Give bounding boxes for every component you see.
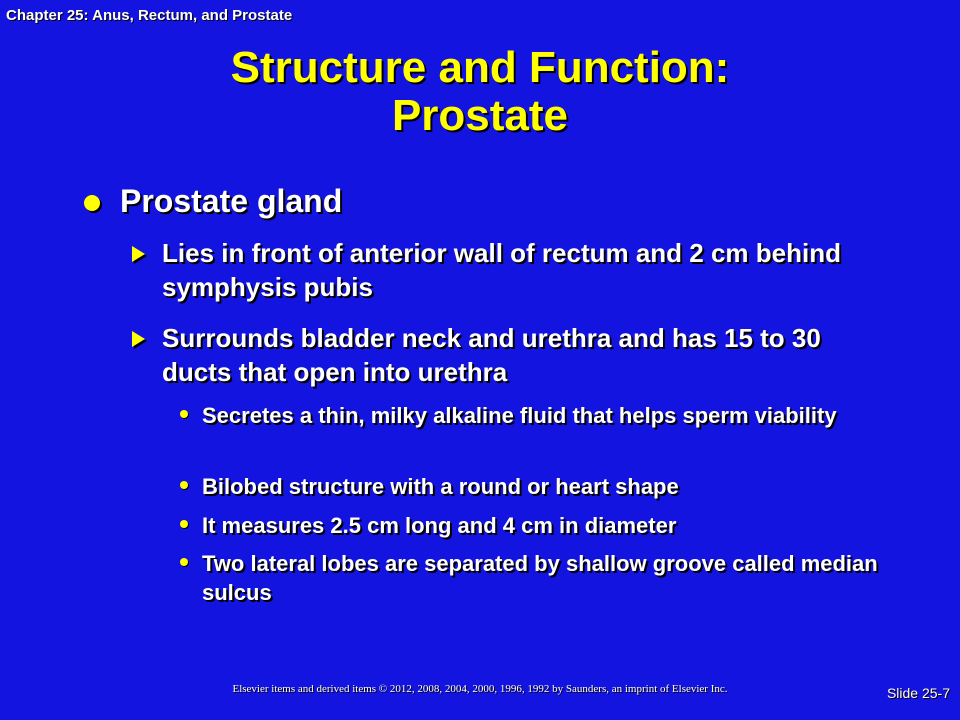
- bullet-text: Prostate gland: [120, 183, 343, 219]
- copyright-footer: Elsevier items and derived items © 2012, 2008, 2004, 2000, 1996, 1992 by Saunders, an imprint of Elsevier Inc.: [232, 683, 728, 695]
- chapter-header: Chapter 25: Anus, Rectum, and Prostate: [6, 7, 293, 24]
- dot-bullet-icon: [180, 520, 188, 528]
- bullet-text: Lies in front of anterior wall of rectum and 2 cm behind symphysis pubis: [162, 238, 841, 302]
- arrow-bullet-icon: [132, 246, 145, 262]
- slide-title-line-2: Prostate: [391, 91, 569, 140]
- dot-bullet-icon: [180, 481, 188, 489]
- bullet-text: It measures 2.5 cm long and 4 cm in diameter: [202, 513, 677, 538]
- arrow-bullet-icon: [132, 331, 145, 347]
- bullet-text: Surrounds bladder neck and urethra and has 15 to 30 ducts that open into urethra: [162, 323, 821, 387]
- bullet-text: Bilobed structure with a round or heart shape: [202, 474, 679, 499]
- slide-number: Slide 25-7: [886, 685, 950, 701]
- round-bullet-icon: [84, 195, 100, 211]
- bullet-text: Secretes a thin, milky alkaline fluid that helps sperm viability: [202, 403, 837, 428]
- dot-bullet-icon: [180, 558, 188, 566]
- slide-title: [0, 44, 960, 140]
- slide-title-line-1: Structure and Function:: [230, 43, 730, 92]
- dot-bullet-icon: [180, 410, 188, 418]
- bullet-text: Two lateral lobes are separated by shallow groove called median sulcus: [202, 551, 878, 605]
